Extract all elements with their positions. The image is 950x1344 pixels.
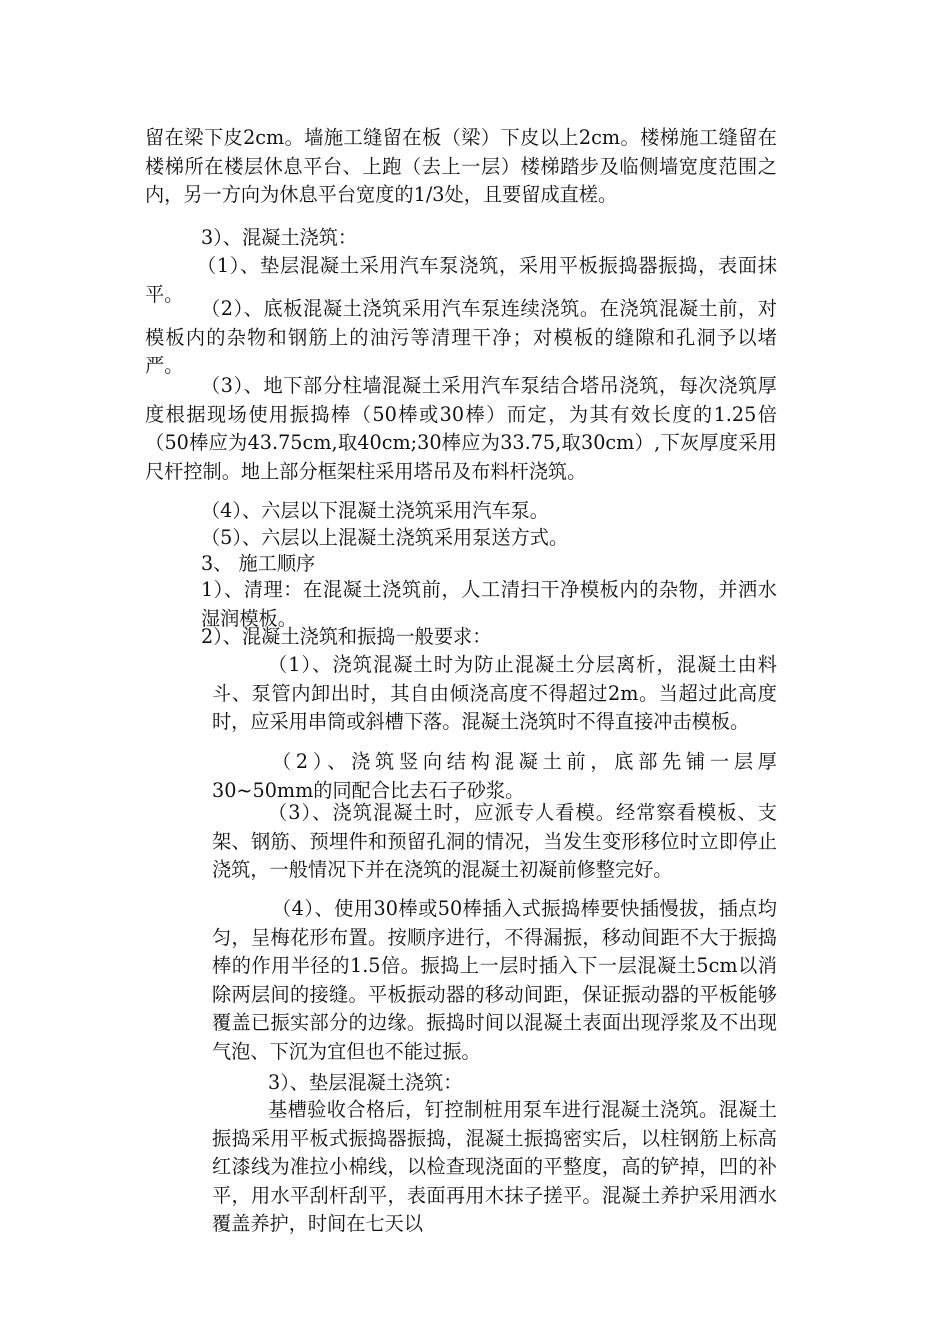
paragraph-construction-joints: 留在梁下皮2cm。墙施工缝留在板（梁）下皮以上2cm。楼梯施工缝留在楼梯所在楼层休息平台、上跑（去上一层）楼梯踏步及临侧墙宽度范围之内，另一方向为休息平台宽度的1/3处，且要留成直槎。 [145,126,777,207]
paragraph-item-2-floor-slab: （2）、底板混凝土浇筑采用汽车泵连续浇筑。在浇筑混凝土前，对模板内的杂物和钢筋上的油污等清理干净；对模板的缝隙和孔洞予以堵严。 [145,297,777,378]
paragraph-item-1-cushion: （1）、垫层混凝土采用汽车泵浇筑，采用平板振捣器振捣，表面抹平。 [145,254,777,306]
paragraph-req-4-vibration: （4）、使用30棒或50棒插入式振捣棒要快插慢拔，插点均匀，呈梅花形布置。按顺序进行，不得漏振，移动间距不大于振捣棒的作用半径的1.5倍。振捣上一层时插入下一层混凝土5cm以消除两层间的接缝。平板振动器的移动间距，保证振动器的平板能够覆盖已振实部分的边缘。振捣时间以混凝土表面出现浮浆及不出现气泡、下沉为宜但也不能过振。 [212,897,777,1063]
paragraph-item-5-above-six: （5）、六层以上混凝土浇筑采用泵送方式。 [201,526,569,549]
heading-concrete-pouring: 3）、混凝土浇筑： [201,226,358,249]
heading-cushion-pouring: 3）、垫层混凝土浇筑： [268,1071,463,1094]
paragraph-req-3-inspection: （3）、浇筑混凝土时，应派专人看模。经常察看模板、支架、钢筋、预埋件和预留孔洞的情况，当发生变形移位时立即停止浇筑，一般情况下并在浇筑的混凝土初凝前修整完好。 [212,801,777,882]
paragraph-item-3-underground: （3）、地下部分柱墙混凝土采用汽车泵结合塔吊浇筑，每次浇筑厚度根据现场使用振捣棒（50棒或30棒）而定，为其有效长度的1.25倍（50棒应为43.75cm,取40cm;30棒应为33.75,取30cm）,下灰厚度采用尺杆控制。地上部分框架柱采用塔吊及布料杆浇筑。 [145,374,777,483]
paragraph-base-acceptance: 基槽验收合格后，钉控制桩用泵车进行混凝土浇筑。混凝土振捣采用平板式振捣器振捣，混凝土振捣密实后，以柱钢筋上标高红漆线为准拉小棉线，以检查现浇面的平整度，高的铲掉，凹的补平，用水平刮杆刮平，表面再用木抹子搓平。混凝土养护采用洒水覆盖养护，时间在七天以 [212,1098,777,1236]
paragraph-req-2-mortar: （2）、浇筑竖向结构混凝土前，底部先铺一层厚30~50mm的同配合比去石子砂浆。 [212,750,777,802]
paragraph-item-4-below-six: （4）、六层以下混凝土浇筑采用汽车泵。 [201,499,549,522]
paragraph-cleaning: 1）、清理：在混凝土浇筑前，人工清扫干净模板内的杂物，并洒水湿润模板。 [201,578,777,630]
heading-construction-sequence: 3、 施工顺序 [201,552,316,575]
heading-pouring-requirements: 2）、混凝土浇筑和振捣一般要求： [201,625,492,648]
paragraph-req-1-segregation: （1）、浇筑混凝土时为防止混凝土分层离析，混凝土由料斗、泵管内卸出时，其自由倾浇高度不得超过2m。当超过此高度时，应采用串筒或斜槽下落。混凝土浇筑时不得直接冲击模板。 [212,653,777,734]
